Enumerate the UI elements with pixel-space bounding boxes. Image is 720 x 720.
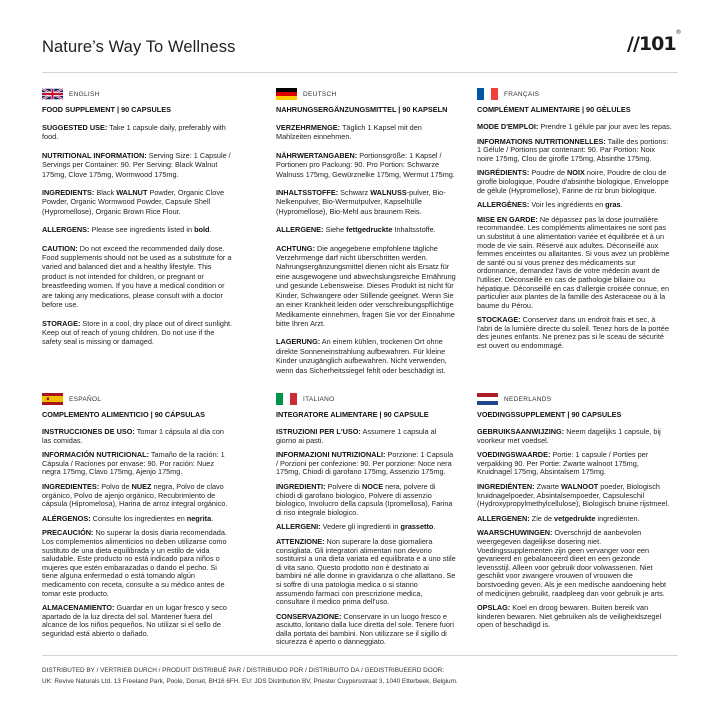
section-text: Porzione: 1 Capsula / Porzioni per confezione: 90. Per porzione: Noce nera 175mg, Chiodi di garofano 175mg, Assenzio 175mg. (276, 450, 454, 477)
section-label: ALLERGENE: (276, 225, 324, 235)
section-label: VERZEHRMENGE: (276, 123, 341, 132)
section-label: INGREDIËNTEN: (477, 481, 535, 491)
language-header (276, 88, 456, 100)
section-text: Assumere 1 capsula al giorno ai pasti. (276, 427, 437, 445)
label-section (42, 319, 234, 347)
section-text: Siehe (323, 225, 347, 235)
allergen-highlight: NUEZ (131, 481, 152, 491)
section-text-rest: negra, Polvo de clavo orgánico, Polvo de ajenjo orgánico, Recubrimiento de cápsula (Hipromelosa), Harina de arroz integral orgánico. (42, 481, 228, 509)
label-section (276, 483, 456, 517)
section-label: INGREDIENTES: (42, 481, 100, 491)
allergen-highlight: NOCE (361, 481, 384, 491)
label-section (477, 216, 672, 311)
label-section (42, 225, 234, 234)
section-text: Portie: 1 capsule / Porties per verpakking 90. Per Portie: Zwarte walnoot 175mg, Kruidnagel 175mg, Absintalsem 175mg. (477, 450, 649, 477)
language-name: ITALIANO (303, 395, 335, 403)
section-text: Tamaño de la ración: 1 Cápsula / Raciones por envase: 90. Por ración: Nuez negra 175mg, Clavo 175mg, Ajenjo 175mg. (42, 450, 225, 477)
section-text: Taille des portions: 1 Gélule / Portions par contenant: 90. Par Portion: Noix noire 175mg, Clou de girofle 175mg, Absinthe 175mg. (477, 136, 669, 163)
section-text-rest: . (211, 513, 214, 523)
section-label: CAUTION: (42, 243, 78, 253)
section-label: GEBRUIKSAANWIJZING: (477, 427, 565, 436)
section-text-rest: Powder, Organic Clove Powder, Organic Wormwood Powder, Capsule Shell (Hypromellose), Organic Brown Rice Flour. (42, 188, 225, 216)
section-label: ATTENZIONE: (276, 536, 325, 546)
section-label: LAGERUNG: (276, 337, 321, 347)
label-section (42, 604, 234, 638)
netherlands-flag (477, 393, 498, 405)
section-label: SUGGESTED USE: (42, 123, 108, 132)
section-text: An einem kühlen, trockenen Ort ohne direkte Sonneneinstrahlung aufbewahren. Für kleine Kinder unzugänglich aufbewahren. Nicht verwenden, wenn das Sicherheitssiegel fehlt oder beschädigt ist. (276, 337, 447, 375)
section-label: ALLERGENEN: (477, 513, 530, 523)
germany-flag (276, 88, 297, 100)
footer-address: UK: Revive Naturals Ltd. 13 Freeland Park, Poole, Dorset, BH16 6FH. EU: JDS Distribution BV, Priester Cuypersstraat 3, 1040 Etterbeek, Belgium. (42, 677, 458, 685)
section-text: Conservare in un luogo fresco e asciutto, lontano dalla luce diretta del sole. Tenere fuori dalla portata dei bambini. Non utilizzare se il sigillo di sicurezza è aperto o danneggiato. (276, 611, 454, 647)
footer-divider (42, 655, 678, 656)
france-flag (477, 88, 498, 100)
product-title: COMPLÉMENT ALIMENTAIRE | 90 GÉLULES (477, 105, 631, 114)
label-section (42, 515, 234, 524)
label-section (477, 316, 672, 350)
language-name: FRANÇAIS (504, 90, 540, 98)
section-label: INFORMAZIONI NUTRIZIONALI: (276, 450, 386, 460)
section-text: No superar la dosis diaria recomendada. Los complementos alimenticios no deben utilizarse como sustituto de una dieta equilibrada y un estilo de vida saludable. Este producto no está indicado para niños o mujeres que estén embarazadas o dando el pecho. Si tiene alguna enfermedad o está tomando algún medicamento con receta, consulte a su médico antes de tomar este producto. (42, 528, 227, 598)
section-text-rest: . (433, 522, 436, 532)
label-section (276, 451, 456, 477)
language-header (276, 393, 456, 405)
brand-logo (627, 28, 682, 55)
product-title: NAHRUNGSERGÄNZUNGSMITTEL | 90 KAPSELN (276, 105, 448, 114)
section-label: ACHTUNG: (276, 243, 315, 253)
allergen-highlight: fettgedruckte (346, 225, 393, 235)
footer (42, 666, 682, 687)
section-text: Do not exceed the recommended daily dose. Food supplements should not be used as a substitute for a varied and balanced diet and a healthy lifestyle. This product is not intended for children, or pregnant or breastfeeding women. If you have a medical condition or are taking any medications, please consult with a doctor before use. (42, 243, 232, 310)
label-section (276, 123, 456, 142)
section-label: ALLERGENI: (276, 522, 321, 532)
section-text: Neem dagelijks 1 capsule, bij voorkeur met voedsel. (477, 427, 661, 445)
allergen-highlight: bold (194, 225, 210, 235)
label-section (42, 188, 234, 216)
section-text-rest: -pulver, Bio-Nelkenpulver, Bio-Wermutpulver, Kapselhülle (Hypromellose), Bio-Mehl aus braunem Reis. (276, 188, 446, 216)
language-name: DEUTSCH (303, 90, 337, 98)
section-label: INSTRUCCIONES DE USO: (42, 427, 135, 436)
label-section (276, 428, 456, 445)
language-header (477, 88, 672, 100)
section-text: Store in a cool, dry place out of direct sunlight. Keep out of reach of young children. Do not use if the safety seal is missing or damaged. (42, 318, 233, 347)
label-section (477, 138, 672, 164)
section-label: INFORMACIÓN NUTRICIONAL: (42, 450, 150, 460)
label-section (42, 483, 234, 509)
label-column-italiano (276, 393, 456, 653)
section-label: INFORMATIONS NUTRITIONNELLES: (477, 136, 606, 146)
label-section (276, 337, 456, 375)
product-title: INTEGRATORE ALIMENTARE | 90 CAPSULE (276, 410, 429, 419)
section-text: Voir les ingrédients en (529, 200, 606, 210)
allergen-highlight: WALNOOT (560, 481, 599, 491)
language-header (477, 393, 672, 405)
spain-flag (42, 393, 63, 405)
label-section (42, 451, 234, 477)
section-text-rest: nera, polvere di chiodi di garofano biologico, Polvere di assenzio biologico, Involucro della capsula (Ipromellosa), Farina di riso integrale biologico. (276, 481, 453, 517)
label-section (42, 123, 234, 142)
label-column-nederlands (477, 393, 672, 636)
section-label: MISE EN GARDE: (477, 214, 538, 224)
uk-flag (42, 88, 63, 100)
section-text: Poudre de (529, 168, 568, 178)
product-title: COMPLEMENTO ALIMENTICIO | 90 CÁPSULAS (42, 410, 205, 419)
section-text: Zwarte (534, 481, 561, 491)
section-text: Polvo de (99, 481, 132, 491)
product-title: VOEDINGSSUPPLEMENT | 90 CAPSULES (477, 410, 622, 419)
allergen-highlight: vetgedrukte (554, 513, 596, 523)
section-text: Täglich 1 Kapsel mit den Mahlzeiten einnehmen. (276, 123, 422, 142)
section-text: Please see ingredients listed in (89, 225, 195, 235)
section-label: INGREDIENTI: (276, 481, 326, 491)
section-text: Tomar 1 cápsula al día con las comidas. (42, 427, 224, 445)
section-label: MODE D'EMPLOI: (477, 122, 539, 131)
label-column-english (42, 88, 234, 356)
section-label: NUTRITIONAL INFORMATION: (42, 150, 147, 160)
allergen-highlight: WALNUSS (370, 188, 407, 198)
logo-text: //101 (627, 33, 676, 55)
section-text-rest: ingrediënten. (595, 513, 640, 523)
section-text: Black (94, 188, 117, 198)
label-column-español (42, 393, 234, 644)
label-section (276, 613, 456, 647)
label-section (42, 244, 234, 310)
section-label: WAARSCHUWINGEN: (477, 528, 553, 538)
label-column-deutsch (276, 88, 456, 384)
section-text-rest: noire, Poudre de clou de girofle biologique, Poudre d'absinthe biologique, Enveloppe de gélule (Hypromellose), Farine de riz brun biologique. (477, 168, 669, 195)
section-label: INGREDIENTS: (42, 188, 95, 198)
label-section (276, 225, 456, 234)
allergen-highlight: negrita (186, 513, 212, 523)
label-section (276, 151, 456, 179)
section-text: Die angegebene empfohlene tägliche Verzehrmenge darf nicht überschritten werden. Nahrungsergänzungsmittel dienen nicht als Ersatz für eine ausgewogene und abwechslungsreiche Ernährung und gesunde Lebensweise. Dieses Produkt ist nicht für Kinder, Schwangere oder Stillende geeignet. Wenn Sie an einer Krankheit leiden oder verschreibungspflichtige Medikamente einnehmen, fragen Sie vor der Einnahme bitte Ihren Arzt. (276, 243, 456, 328)
label-section (477, 201, 672, 210)
label-section (477, 123, 672, 132)
section-text: Serving Size: 1 Capsule / Servings per Container: 90. Per Serving: Black Walnut 175mg, Clove 175mg, Wormwood 175mg. (42, 150, 231, 179)
label-section (477, 483, 672, 509)
label-section (276, 538, 456, 607)
header-divider (42, 72, 678, 73)
allergen-highlight: gras (605, 200, 621, 210)
section-label: STORAGE: (42, 318, 81, 328)
section-text: Conservez dans un endroit frais et sec, à l'abri de la lumière directe du soleil. Tenez hors de la portée des jeunes enfants. Ne prenez pas si le sceau de sécurité est ouvert ou endommagé. (477, 315, 669, 351)
section-label: ALMACENAMIENTO: (42, 603, 115, 613)
label-section (42, 151, 234, 179)
section-label: NÄHRWERTANGABEN: (276, 150, 358, 160)
label-section (477, 169, 672, 195)
allergen-highlight: WALNUT (116, 188, 148, 198)
label-section (477, 451, 672, 477)
label-section (276, 523, 456, 532)
registered-mark: ® (675, 28, 682, 36)
language-name: NEDERLANDS (504, 395, 552, 403)
label-section (42, 428, 234, 445)
section-text: Non superare la dose giornaliera consigliata. Gli integratori alimentari non devono sostituirsi a una dieta variata ed equilibrata e a uno stile di vita sano. Questo prodotto non è destinato ai bambini né alle donne in gravidanza o che allattano. Se si soffre di una patologia medica o si stanno assumendo farmaci con prescrizione medica, consultare il medico prima dell'uso. (276, 536, 456, 607)
section-label: ISTRUZIONI PER L'USO: (276, 427, 361, 436)
product-title: FOOD SUPPLEMENT | 90 CAPSULES (42, 105, 171, 114)
section-text-rest: . (620, 200, 623, 210)
section-label: ALLERGÈNES: (477, 200, 530, 210)
label-section (477, 515, 672, 524)
language-header (42, 88, 234, 100)
label-section (477, 529, 672, 598)
label-section (276, 188, 456, 216)
section-label: CONSERVAZIONE: (276, 611, 342, 621)
language-name: ESPAÑOL (69, 395, 102, 403)
section-text: Guardar en un lugar fresco y seco apartado de la luz directa del sol. Mantener fuera del alcance de los niños pequeños. No utilizar si el sello de seguridad está abierto o dañado. (42, 603, 227, 638)
section-text: Consulte los ingredientes en (90, 513, 187, 523)
section-label: VOEDINGSWAARDE: (477, 450, 551, 460)
label-column-français (477, 88, 672, 357)
section-label: OPSLAG: (477, 603, 511, 613)
section-text: Ne dépassez pas la dose journalière recommandée. Les compléments alimentaires ne sont pas un substitut à une alimentation variée et équilibrée et à un mode de vie sain. Réservé aux adultes. Déconseillé aux femmes enceintes ou allaitantes. Si vous avez un problème de santé ou si vous prenez des médicaments sur ordonnance, demandez l'avis de votre médecin avant de l'utiliser. Déconseillé en cas de pathologie biliaire ou hépatique. Déconseillé en cas d'allergie croisée connue, en particulier aux plantes de la famille des Asteraceae ou à la baume du Pérou. (477, 214, 670, 310)
section-label: INGRÉDIENTS: (477, 168, 530, 178)
label-section (477, 428, 672, 445)
section-text: Vedere gli ingredienti in (320, 522, 401, 532)
section-text-rest: . (209, 225, 212, 235)
section-label: ALLERGENS: (42, 225, 90, 235)
section-label: ALÉRGENOS: (42, 513, 91, 523)
section-text: Overschrijd de aanbevolen weergegeven dagelijkse dosering niet. Voedingssupplementen zijn geen vervanger voor een gevarieerd en gebalanceerd dieet en een gezonde levensstijl. Alleen voor gebruik door volwassenen. Niet geschikt voor zwangere vrouwen of vrouwen die borstvoeding geven. Als je een medische aandoening hebt of medicijnen gebruikt, raadpleeg dan voor gebruik je arts. (477, 528, 667, 598)
section-text: Schwarz (338, 188, 371, 198)
section-text: Zie de (529, 513, 555, 523)
section-text: Portionsgröße: 1 Kapsel / Portionen pro Packung: 90. Pro Portion: Schwarze Walnuss 175mg, Gewürznelke 175mg, Wermut 175mg. (276, 150, 455, 179)
section-label: STOCKAGE: (477, 315, 521, 325)
language-header (42, 393, 234, 405)
italy-flag (276, 393, 297, 405)
section-text: Prendre 1 gélule par jour avec les repas. (538, 122, 672, 131)
label-section (477, 604, 672, 630)
label-section (42, 529, 234, 598)
allergen-highlight: NOIX (567, 168, 585, 178)
page-title: Nature’s Way To Wellness (42, 38, 236, 56)
allergen-highlight: grassetto (400, 522, 434, 532)
section-text-rest: Inhaltsstoffe. (392, 225, 436, 235)
label-section (276, 244, 456, 329)
footer-distributed-by: DISTRIBUTED BY / VERTRIEB DURCH / PRODUIT DISTRIBUÉ PAR / DISTRIBUIDO POR / DISTRIBUITO DA / GEDISTRIBUEERD DOOR: (42, 667, 445, 674)
section-text: Polvere di (325, 481, 362, 491)
section-label: PRECAUCIÓN: (42, 528, 94, 538)
section-text-rest: poeder, Biologisch kruidnagelpoeder, Absintalsempoeder, Capsuleschil (Hydroxypropylmethylcellulose), Biologisch bruine rijstmeel. (477, 481, 670, 509)
language-name: ENGLISH (69, 90, 100, 98)
section-text: Koel en droog bewaren. Buiten bereik van kinderen bewaren. Niet gebruiken als de veiligheidszegel open of beschadigd is. (477, 603, 662, 630)
section-label: INHALTSSTOFFE: (276, 188, 339, 198)
section-text: Take 1 capsule daily, preferably with food. (42, 123, 226, 142)
